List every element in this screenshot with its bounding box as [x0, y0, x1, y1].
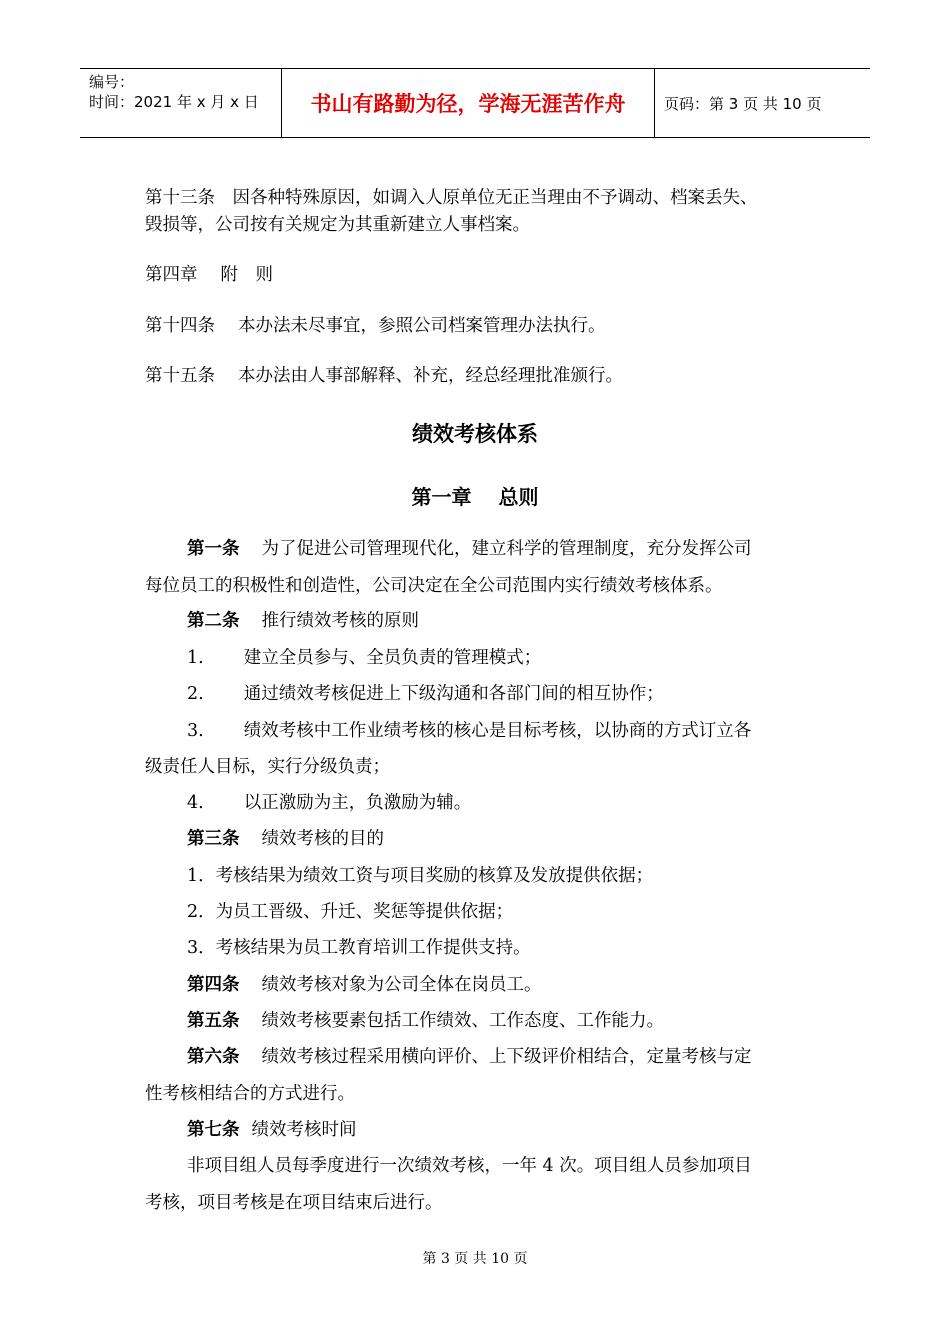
article-3	[187, 825, 384, 850]
article-7-para2: 考核，项目考核是在项目结束后进行。	[145, 1193, 443, 1213]
article-1-text: 为了促进公司管理现代化，建立科学的管理制度，充分发挥公司	[261, 539, 752, 559]
chapter-4-heading: 第四章 附 则	[145, 265, 274, 285]
article-6-label: 第六条	[187, 1047, 240, 1067]
article-7-text: 绩效考核时间	[251, 1120, 357, 1140]
header-motto: 书山有路勤为径，学海无涯苦作舟	[282, 69, 655, 137]
list-text: 建立全员参与、全员负责的管理模式；	[243, 648, 542, 668]
section-title: 绩效考核体系	[412, 422, 538, 446]
article-1-cont: 每位员工的积极性和创造性，公司决定在全公司范围内实行绩效考核体系。	[145, 576, 723, 596]
article-13-line2: 毁损等，公司按有关规定为其重新建立人事档案。	[145, 215, 530, 235]
list-text: 以正激励为主，负激励为辅。	[243, 793, 472, 813]
article-6-text: 绩效考核过程采用横向评价、上下级评价相结合，定量考核与定	[261, 1047, 752, 1067]
list-number: 3.	[187, 721, 204, 741]
article-3-text: 绩效考核的目的	[261, 829, 384, 849]
chapter-1-heading: 第一章 总则	[411, 485, 539, 509]
list-item: 3．考核结果为员工教育培训工作提供支持。	[187, 938, 531, 958]
page-header	[80, 68, 870, 138]
list-item: 2．为员工晋级、升迁、奖惩等提供依据；	[187, 902, 514, 922]
article-4	[187, 971, 542, 996]
list-number: 1.	[187, 648, 204, 668]
article-2-text: 推行绩效考核的原则	[261, 611, 419, 631]
article-5-label: 第五条	[187, 1011, 240, 1031]
list-item	[187, 717, 751, 742]
article-7-para1: 非项目组人员每季度进行一次绩效考核，一年 4 次。项目组人员参加项目	[187, 1156, 752, 1176]
header-meta	[80, 69, 282, 137]
code-label: 编号：	[89, 73, 135, 91]
article-4-label: 第四条	[187, 975, 240, 995]
list-item-cont: 级责任人目标，实行分级负责；	[145, 757, 390, 777]
article-5	[187, 1007, 664, 1032]
article-2	[187, 607, 419, 632]
article-2-label: 第二条	[187, 611, 240, 631]
article-13-line1: 第十三条 因各种特殊原因，如调入人原单位无正当理由不予调动、档案丢失、	[145, 188, 758, 208]
list-text: 绩效考核中工作业绩考核的核心是目标考核，以协商的方式订立各	[243, 721, 752, 741]
list-number: 2.	[187, 684, 204, 704]
article-1-label: 第一条	[187, 539, 240, 559]
list-text: 通过绩效考核促进上下级沟通和各部门间的相互协作；	[243, 684, 664, 704]
article-7-label: 第七条	[187, 1120, 240, 1140]
header-page-label: 页码：第 3 页 共 10 页	[664, 94, 822, 113]
list-item	[187, 789, 471, 814]
article-14: 第十四条 本办法未尽事宜，参照公司档案管理办法执行。	[145, 316, 606, 336]
article-1	[187, 535, 752, 560]
article-6-cont: 性考核相结合的方式进行。	[145, 1084, 355, 1104]
page-footer: 第 3 页 共 10 页	[422, 1251, 528, 1267]
article-7	[187, 1116, 357, 1141]
article-15: 第十五条 本办法由人事部解释、补充，经总经理批准颁行。	[145, 366, 624, 386]
list-item: 1．考核结果为绩效工资与项目奖励的核算及发放提供依据；	[187, 866, 654, 886]
article-5-text: 绩效考核要素包括工作绩效、工作态度、工作能力。	[261, 1011, 664, 1031]
article-6	[187, 1043, 752, 1068]
list-item	[187, 644, 541, 669]
article-4-text: 绩效考核对象为公司全体在岗员工。	[261, 975, 542, 995]
date-label: 时间：2021 年 x 月 x 日	[89, 93, 259, 111]
article-3-label: 第三条	[187, 829, 240, 849]
list-number: 4.	[187, 793, 204, 813]
list-item	[187, 680, 664, 705]
